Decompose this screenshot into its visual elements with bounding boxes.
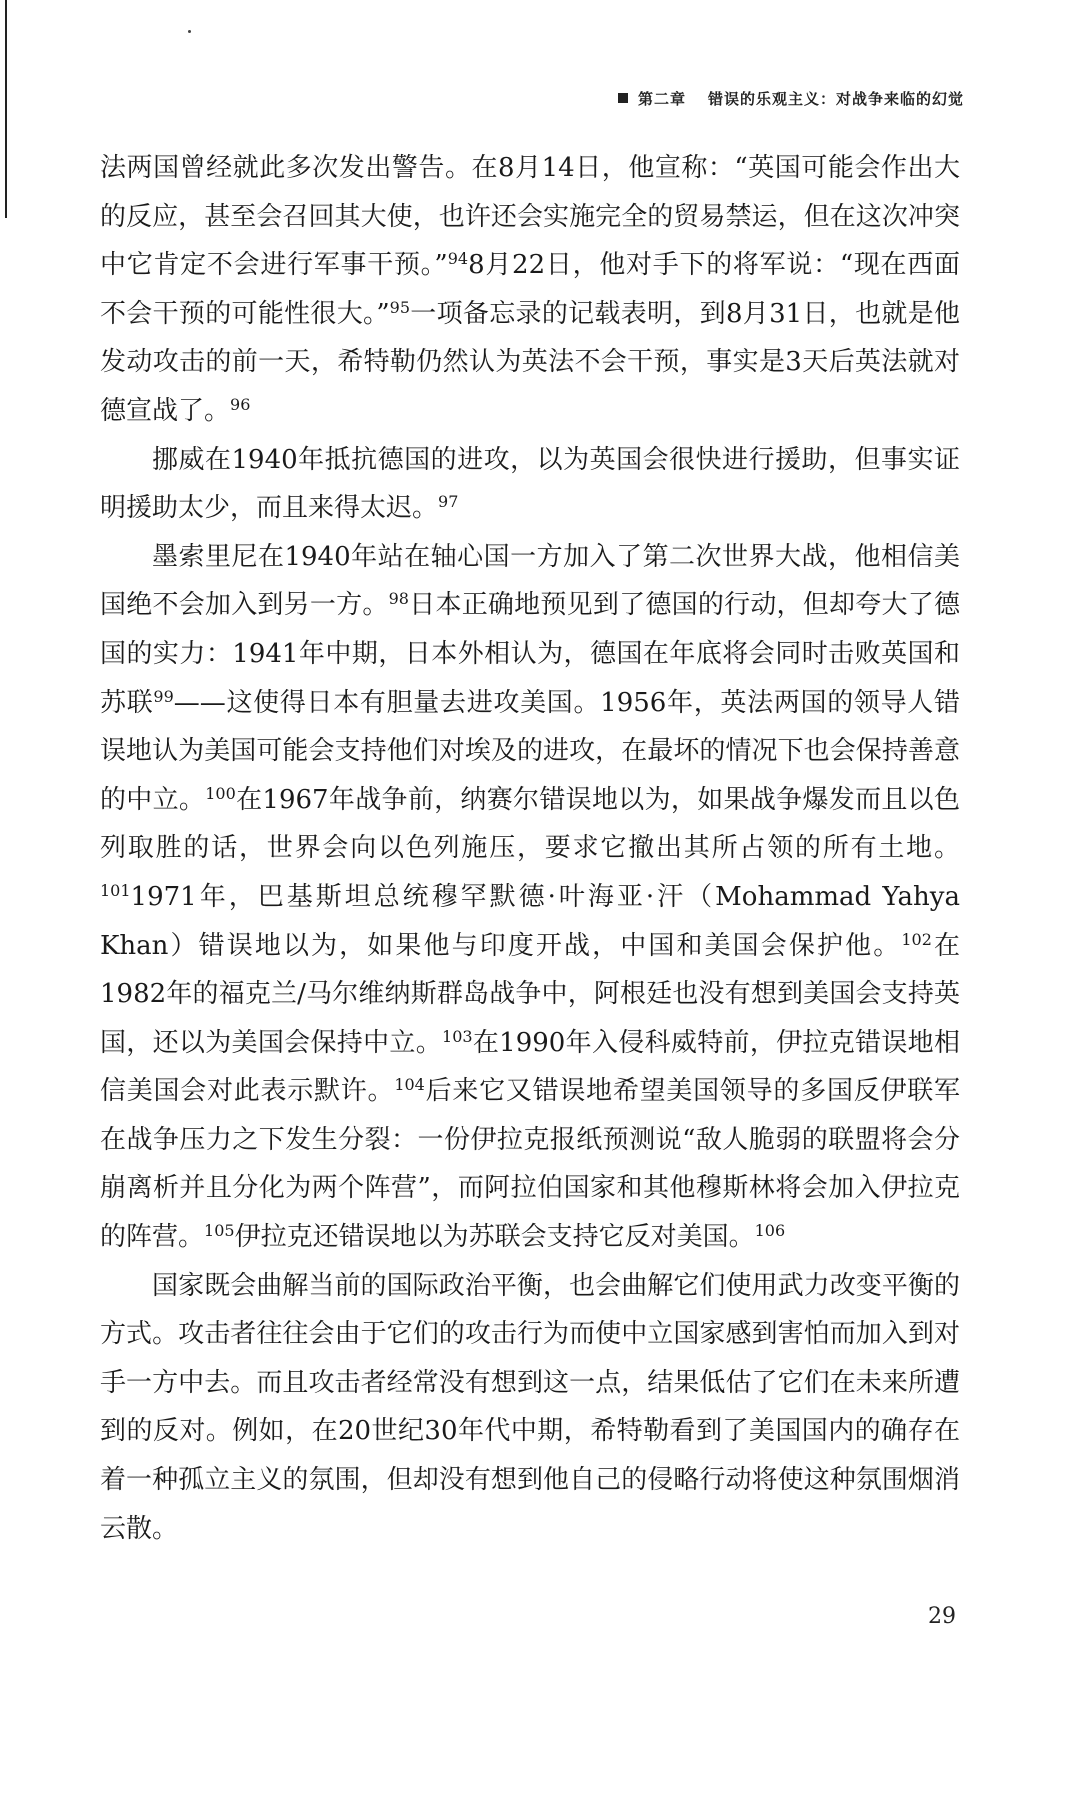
page-edge-line [5, 0, 7, 218]
paragraph-1 [100, 144, 960, 436]
text-run: 法两国曾经就此多次发出警告。在8月14日，他宣称：“英国可能会作出大的反应，甚至会召回其大使，也许还会实施完全的贸易禁运，但在这次冲突中它肯定不会进行军事干预。” [100, 153, 960, 281]
footnote-ref-106: 106 [754, 1221, 786, 1241]
body-text [100, 144, 960, 1553]
footnote-ref-97: 97 [438, 492, 459, 512]
footnote-ref-104: 104 [394, 1075, 425, 1095]
text-run: 8月22日，他对手下的将军说：“现在西面不会干预的可能性很大。” [100, 250, 961, 329]
paragraph-4 [100, 1262, 960, 1554]
scan-speck [188, 30, 191, 33]
footnote-ref-95: 95 [389, 297, 410, 317]
text-run: 日本正确地预见到了德国的行动，但却夸大了德国的实力：1941年中期，日本外相认为，德国在年底将会同时击败英国和苏联 [100, 590, 960, 718]
chapter-label: 第二章 [637, 90, 686, 108]
text-run: 在1982年的福克兰/马尔维纳斯群岛战争中，阿根廷也没有想到美国会支持英国，还以为美国会保持中立。 [100, 930, 960, 1058]
footnote-ref-94: 94 [447, 249, 469, 269]
footnote-ref-100: 100 [205, 783, 236, 803]
text-run: 伊拉克还错误地以为苏联会支持它反对美国。 [234, 1222, 755, 1253]
footnote-ref-105: 105 [204, 1221, 235, 1241]
text-run: 在1967年战争前，纳赛尔错误地以为，如果战争爆发而且以色列取胜的话，世界会向以色列施压，要求它撤出其所占领的所有土地。 [100, 784, 960, 864]
page-number: 29 [928, 1604, 956, 1629]
square-bullet-icon [618, 93, 628, 103]
footnote-ref-99: 99 [153, 686, 174, 706]
footnote-ref-98: 98 [388, 589, 409, 609]
running-header [618, 88, 964, 109]
footnote-ref-96: 96 [230, 394, 251, 414]
footnote-ref-103: 103 [442, 1026, 473, 1046]
text-run: 在1990年入侵科威特前，伊拉克错误地相信美国会对此表示默许。 [100, 1027, 960, 1107]
text-run: ——这使得日本有胆量去进攻美国。1956年，英法两国的领导人错误地认为美国可能会支持他们对埃及的进攻，在最坏的情况下也会保持善意的中立。 [100, 687, 960, 815]
text-run: 一项备忘录的记载表明，到8月31日，也就是他发动攻击的前一天，希特勒仍然认为英法不会干预，事实是3天后英法就对德宣战了。 [100, 298, 960, 426]
footnote-ref-101: 101 [100, 880, 131, 900]
text-run: 国家既会曲解当前的国际政治平衡，也会曲解它们使用武力改变平衡的方式。攻击者往往会由于它们的攻击行为而使中立国家感到害怕而加入到对手一方中去。而且攻击者经常没有想到这一点，结果低估了它们在未来所遭到的反对。例如，在20世纪30年代中期，希特勒看到了美国国内的确存在着一种孤立主义的氛围，但却没有想到他自己的侵略行动将使这种氛围烟消云散。 [100, 1270, 960, 1544]
text-run: 墨索里尼在1940年站在轴心国一方加入了第二次世界大战，他相信美国绝不会加入到另一方。 [100, 541, 960, 621]
footnote-ref-102: 102 [901, 929, 932, 949]
paragraph-2 [100, 436, 960, 533]
text-run: 后来它又错误地希望美国领导的多国反伊联军在战争压力之下发生分裂：一份伊拉克报纸预测说“敌人脆弱的联盟将会分崩离析并且分化为两个阵营”，而阿拉伯国家和其他穆斯林将会加入伊拉克的阵营。 [100, 1076, 960, 1253]
text-run: 挪威在1940年抵抗德国的进攻，以为英国会很快进行援助，但事实证明援助太少，而且来得太迟。 [100, 444, 960, 524]
chapter-title: 错误的乐观主义：对战争来临的幻觉 [707, 90, 964, 108]
paragraph-3 [100, 533, 960, 1262]
text-run: 1971年，巴基斯坦总统穆罕默德·叶海亚·汗（Mohammad Yahya Khan）错误地以为，如果他与印度开战，中国和美国会保护他。 [100, 881, 960, 961]
